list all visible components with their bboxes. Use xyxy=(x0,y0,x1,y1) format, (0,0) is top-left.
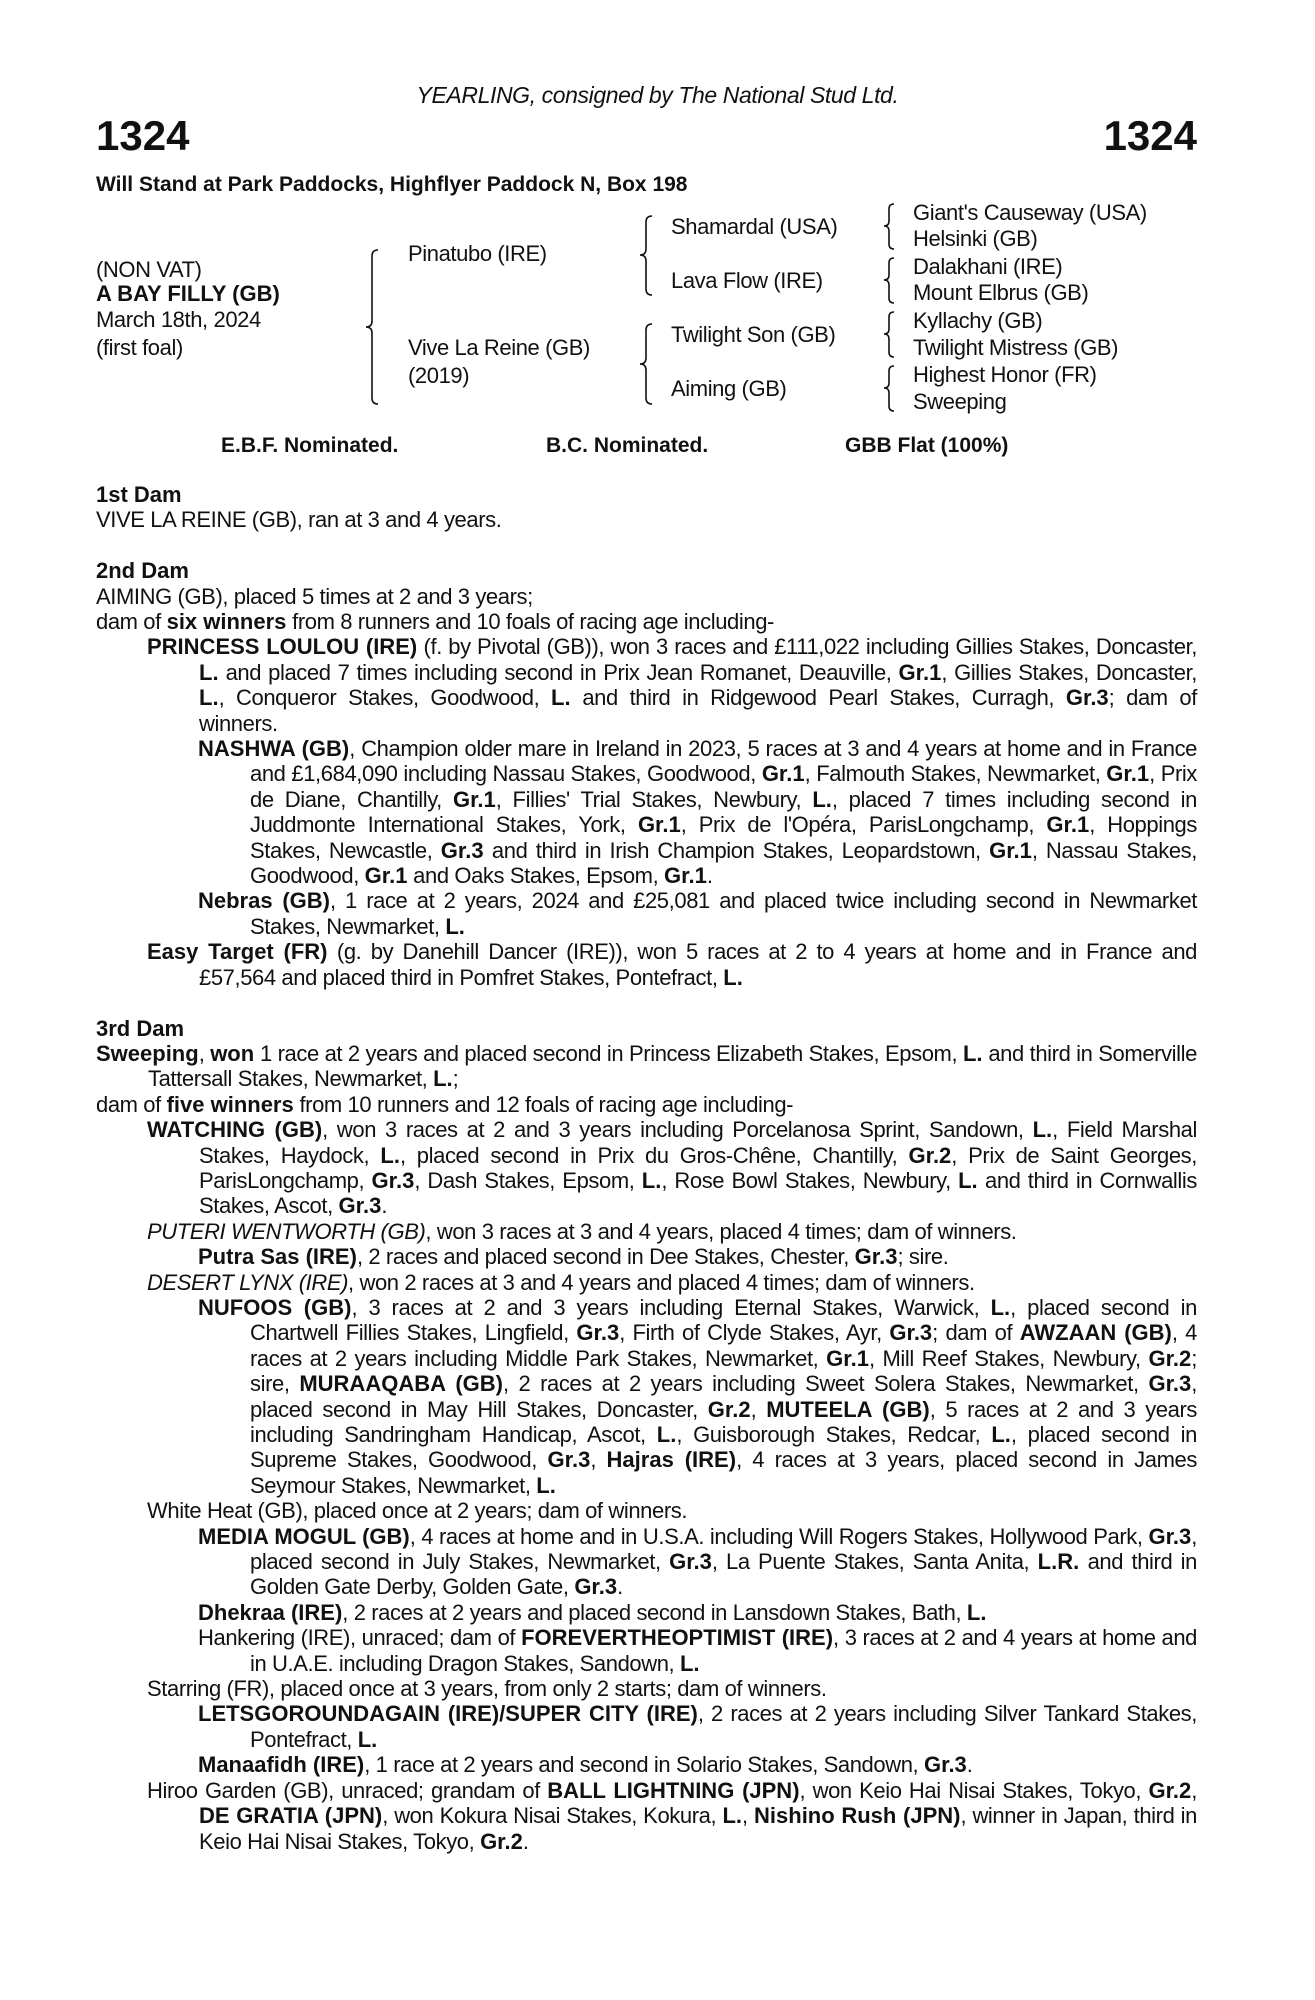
bold-text: Gr.1 xyxy=(1046,812,1090,838)
text: , 3 races at 2 and 4 years at home and in U.A.E. including Dragon Stakes, Sandown, xyxy=(250,1625,1197,1676)
text: and third in Golden Gate Derby, Golden Gate, xyxy=(250,1549,1197,1600)
bold-text: Gr.3 xyxy=(669,1549,712,1575)
pedigree-dam: Vive La Reine (GB) xyxy=(408,335,590,360)
bold-text: Nebras (GB) xyxy=(198,888,330,914)
text: , Prix de l'Opéra, ParisLongchamp, xyxy=(680,812,1047,838)
record-paragraph xyxy=(96,507,1197,532)
text: , won Keio Hai Nisai Stakes, Tokyo, xyxy=(799,1777,1149,1803)
bold-text: LETSGOROUNDAGAIN (IRE)/SUPER CITY (IRE) xyxy=(198,1701,698,1727)
text: , 1 race at 2 years and second in Solario Stakes, Sandown, xyxy=(364,1752,924,1778)
text: and third in Ridgewood Pearl Stakes, Curragh, xyxy=(570,685,1066,711)
bold-text: Gr.2 xyxy=(480,1828,523,1854)
bold-text: Gr.1 xyxy=(452,786,496,812)
bold-text: Gr.1 xyxy=(1106,761,1150,787)
text: and third in Somerville Tattersall Stakes, Newmarket, xyxy=(148,1040,1197,1092)
pedigree-sire-sire: Shamardal (USA) xyxy=(671,214,838,239)
text: , 2 races at 2 years including Sweet Solera Stakes, Newmarket, xyxy=(502,1371,1149,1397)
vat-status: (NON VAT) xyxy=(96,257,202,282)
text: . xyxy=(706,863,713,889)
section-heading: 1st Dam xyxy=(96,482,182,507)
brace-gen3-4 xyxy=(884,366,894,411)
bold-text: Gr.2 xyxy=(1148,1777,1192,1803)
pedigree-dam-sire: Twilight Son (GB) xyxy=(671,322,836,347)
pedigree-gen3-4: Mount Elbrus (GB) xyxy=(913,280,1089,305)
bold-text: Hajras (IRE) xyxy=(606,1447,737,1473)
bold-text: won xyxy=(210,1040,255,1066)
bold-text: PRINCESS LOULOU (IRE) xyxy=(147,634,418,660)
pedigree-gen3-5: Kyllachy (GB) xyxy=(913,308,1043,333)
text: , 2 races at 2 years and placed second in Lansdown Stakes, Bath, xyxy=(342,1599,967,1625)
text: and placed 7 times including second in Prix Jean Romanet, Deauville, xyxy=(218,659,899,685)
text: ; dam of winners. xyxy=(199,685,1197,736)
bold-text: Gr.3 xyxy=(576,1320,620,1346)
bold-text: L. xyxy=(433,1066,453,1092)
pedigree-gen3-1: Giant's Causeway (USA) xyxy=(913,200,1147,225)
text: , Champion older mare in Ireland in 2023, 5 races at 3 and 4 years at home and in France and £1,684,090 including Nassau Stakes, Goodwood, xyxy=(250,736,1198,787)
pedigree-gen3-2: Helsinki (GB) xyxy=(913,226,1038,251)
text: , xyxy=(198,1040,211,1066)
text: White Heat (GB), placed once at 2 years; dam of winners. xyxy=(147,1498,688,1524)
bold-text: Gr.2 xyxy=(1148,1345,1192,1371)
text: , placed second in July Stakes, Newmarket, xyxy=(250,1523,1197,1575)
bold-text: L. xyxy=(445,913,465,939)
text: , Nassau Stakes, Goodwood, xyxy=(250,837,1197,889)
pedigree-sire: Pinatubo (IRE) xyxy=(408,241,547,266)
text: Starring (FR), placed once at 3 years, from only 2 starts; dam of winners. xyxy=(147,1676,827,1702)
text: , placed second in Prix du Gros-Chêne, Chantilly, xyxy=(399,1142,909,1168)
bold-text: Gr.3 xyxy=(889,1320,933,1346)
text: , Fillies' Trial Stakes, Newbury, xyxy=(495,786,813,812)
brace-gen1 xyxy=(366,250,378,404)
text: AIMING (GB), placed 5 times at 2 and 3 years; xyxy=(96,583,533,609)
text: , Dash Stakes, Epsom, xyxy=(414,1167,642,1193)
text: dam of xyxy=(96,609,167,635)
text: , Prix de Saint Georges, ParisLongchamp, xyxy=(199,1142,1197,1193)
bold-text: Nishino Rush (JPN) xyxy=(754,1803,961,1829)
bold-text: Putra Sas (IRE) xyxy=(198,1244,357,1270)
bold-text: Gr.1 xyxy=(989,837,1032,863)
catalogue-subtitle: YEARLING, consigned by The National Stud Ltd. xyxy=(416,82,899,108)
record-paragraph xyxy=(96,1778,1197,1854)
bold-text: Gr.3 xyxy=(1148,1371,1192,1397)
bc-nomination: B.C. Nominated. xyxy=(546,434,709,457)
bold-text: L. xyxy=(1032,1117,1053,1143)
bold-text: L. xyxy=(199,659,219,685)
bold-text: MUTEELA (GB) xyxy=(766,1396,930,1422)
bold-text: L. xyxy=(656,1422,677,1447)
bold-text: Gr.3 xyxy=(574,1574,618,1600)
text: , Guisborough Stakes, Redcar, xyxy=(676,1422,992,1447)
bold-text: Gr.3 xyxy=(923,1752,967,1778)
pedigree-gen3-7: Highest Honor (FR) xyxy=(913,362,1097,387)
bold-text: NASHWA (GB) xyxy=(198,736,350,762)
bold-text: Gr.1 xyxy=(898,659,942,685)
bold-text: L.R. xyxy=(1037,1549,1080,1575)
text: , placed 7 times including second in Juddmonte International Stakes, York, xyxy=(250,786,1198,838)
section-gap xyxy=(96,990,1197,1015)
text: , placed second in Supreme Stakes, Goodwood, xyxy=(250,1422,1197,1473)
bold-text: DE GRATIA (JPN) xyxy=(199,1803,383,1829)
record-paragraph xyxy=(96,634,1197,736)
section-heading: 2nd Dam xyxy=(96,558,189,584)
bold-text: Gr.3 xyxy=(338,1193,382,1219)
bold-text: L. xyxy=(990,1294,1011,1320)
text: and third in Cornwallis Stakes, Ascot, xyxy=(199,1167,1197,1219)
bold-text: L. xyxy=(958,1167,978,1193)
record-paragraph xyxy=(96,1524,1197,1600)
record-paragraph xyxy=(96,1219,1197,1244)
text: , Conqueror Stakes, Goodwood, xyxy=(218,685,552,711)
pedigree-dam-year: (2019) xyxy=(408,363,470,388)
bold-text: Manaafidh (IRE) xyxy=(198,1752,365,1778)
text: , won Kokura Nisai Stakes, Kokura, xyxy=(382,1803,723,1829)
italic-text: DESERT LYNX (IRE) xyxy=(147,1269,349,1295)
lot-number-right: 1324 xyxy=(1103,112,1197,159)
bold-text: six winners xyxy=(166,609,287,635)
bold-text: Gr.2 xyxy=(707,1396,751,1422)
text: , xyxy=(1191,1777,1197,1803)
text: from 8 runners and 10 foals of racing age including- xyxy=(286,609,774,635)
pedigree-gen3-3: Dalakhani (IRE) xyxy=(913,254,1063,279)
bold-text: L. xyxy=(679,1650,700,1676)
record-paragraph xyxy=(96,888,1197,939)
text: , won 3 races at 3 and 4 years, placed 4 times; dam of winners. xyxy=(425,1218,1017,1244)
text: . xyxy=(617,1574,623,1600)
bold-text: Easy Target (FR) xyxy=(147,939,328,965)
text: , placed second in May Hill Stakes, Doncaster, xyxy=(250,1371,1197,1422)
italic-text: PUTERI WENTWORTH (GB) xyxy=(147,1218,426,1244)
bold-text: Gr.2 xyxy=(908,1142,952,1168)
text: (f. by Pivotal (GB)), won 3 races and £111,022 including Gillies Stakes, Doncaster, xyxy=(417,634,1198,660)
text: , 3 races at 2 and 3 years including Eternal Stakes, Warwick, xyxy=(351,1294,991,1320)
stand-location: Will Stand at Park Paddocks, Highflyer Paddock N, Box 198 xyxy=(96,173,688,196)
bold-text: Dhekraa (IRE) xyxy=(198,1599,343,1625)
bold-text: L. xyxy=(551,685,571,711)
text: and Oaks Stakes, Epsom, xyxy=(407,863,665,889)
bold-text: Gr.3 xyxy=(547,1447,591,1473)
pedigree-dam-dam: Aiming (GB) xyxy=(671,376,787,401)
record-paragraph xyxy=(96,1676,1197,1701)
bold-text: BALL LIGHTNING (JPN) xyxy=(547,1777,800,1803)
text: , Prix de Diane, Chantilly, xyxy=(250,761,1197,812)
bold-text: Gr.3 xyxy=(854,1244,898,1270)
ebf-nomination: E.B.F. Nominated. xyxy=(221,434,399,457)
bold-text: L. xyxy=(641,1167,662,1193)
bold-text: NUFOOS (GB) xyxy=(198,1294,352,1320)
text: , xyxy=(590,1447,607,1473)
bold-text: Gr.1 xyxy=(664,863,707,889)
text: , Gillies Stakes, Doncaster, xyxy=(941,659,1197,685)
record-paragraph xyxy=(96,1498,1197,1523)
record-paragraph xyxy=(96,1752,1197,1777)
text: , 4 races at 3 years, placed second in James Seymour Stakes, Newmarket, xyxy=(250,1447,1197,1498)
text: from 10 runners and 12 foals of racing age including- xyxy=(293,1091,794,1117)
text: , Mill Reef Stakes, Newbury, xyxy=(868,1345,1149,1371)
text: , xyxy=(750,1396,767,1422)
gbb-status: GBB Flat (100%) xyxy=(845,434,1009,457)
brace-gen3-1 xyxy=(884,204,894,249)
bold-text: L. xyxy=(199,685,219,711)
record-paragraph xyxy=(96,939,1197,990)
bold-text: L. xyxy=(380,1142,400,1168)
lot-number-left: 1324 xyxy=(96,112,190,159)
foal-name: A BAY FILLY (GB) xyxy=(96,281,280,306)
bold-text: Gr.1 xyxy=(364,863,408,889)
bold-text: WATCHING (GB) xyxy=(147,1117,323,1143)
text: ; dam of xyxy=(932,1320,1020,1346)
record-paragraph xyxy=(96,609,1197,634)
bold-text: L. xyxy=(966,1599,987,1625)
bold-text: Gr.1 xyxy=(826,1345,869,1371)
foal-note: (first foal) xyxy=(96,335,183,360)
text: , 4 races at 2 years including Middle Park Stakes, Newmarket, xyxy=(250,1320,1197,1371)
text: , 1 race at 2 years, 2024 and £25,081 and placed twice including second in Newmarket Stakes, Newmarket, xyxy=(250,888,1198,939)
bold-text: L. xyxy=(722,1803,743,1829)
bold-text: MURAAQABA (GB) xyxy=(299,1371,503,1397)
text: and third in Irish Champion Stakes, Leopardstown, xyxy=(483,837,990,863)
text: , Hoppings Stakes, Newcastle, xyxy=(250,812,1197,863)
text: , La Puente Stakes, Santa Anita, xyxy=(711,1549,1038,1575)
bold-text: L. xyxy=(357,1726,378,1752)
record-paragraph xyxy=(96,584,1197,609)
text: , won 3 races at 2 and 3 years including Porcelanosa Sprint, Sandown, xyxy=(322,1117,1033,1143)
brace-gen3-3 xyxy=(884,312,894,357)
record-paragraph xyxy=(96,1117,1197,1219)
bold-text: Gr.1 xyxy=(637,812,681,838)
text: Hiroo Garden (GB), unraced; grandam of xyxy=(147,1777,548,1803)
text: , 4 races at home and in U.S.A. including Will Rogers Stakes, Hollywood Park, xyxy=(409,1523,1149,1549)
bold-text: Gr.3 xyxy=(371,1167,415,1193)
bold-text: Gr.3 xyxy=(440,837,484,863)
section-heading: 3rd Dam xyxy=(96,1015,185,1041)
text: . xyxy=(966,1752,973,1778)
brace-sire xyxy=(640,216,652,295)
text: , placed second in Chartwell Fillies Stakes, Lingfield, xyxy=(250,1294,1197,1346)
text: ; sire, xyxy=(250,1345,1197,1397)
brace-dam xyxy=(640,324,652,404)
text: , 2 races and placed second in Dee Stakes, Chester, xyxy=(356,1244,855,1270)
text: ; sire. xyxy=(897,1244,949,1270)
text: . xyxy=(381,1193,388,1219)
record-paragraph xyxy=(96,1041,1197,1092)
text: , Falmouth Stakes, Newmarket, xyxy=(804,761,1107,787)
foal-dob: March 18th, 2024 xyxy=(96,307,261,332)
section-gap xyxy=(96,533,1197,558)
text: , winner in Japan, third in Keio Hai Nisai Stakes, Tokyo, xyxy=(199,1803,1198,1854)
bold-text: L. xyxy=(723,964,743,990)
bold-text: L. xyxy=(991,1422,1011,1447)
text: Hankering (IRE), unraced; dam of xyxy=(198,1625,522,1651)
bold-text: five winners xyxy=(166,1091,294,1117)
text: , Field Marshal Stakes, Haydock, xyxy=(199,1117,1197,1168)
text: , xyxy=(742,1803,755,1829)
text: , 2 races at 2 years including Silver Tankard Stakes, Pontefract, xyxy=(250,1701,1197,1752)
pedigree-gen3-6: Twilight Mistress (GB) xyxy=(913,335,1119,360)
record-paragraph xyxy=(96,1295,1197,1498)
record-paragraph xyxy=(96,736,1197,888)
pedigree-gen3-8: Sweeping xyxy=(913,389,1007,414)
text: VIVE LA REINE (GB), ran at 3 and 4 years. xyxy=(96,507,502,533)
record-paragraph xyxy=(96,1701,1197,1752)
bold-text: FOREVERTHEOPTIMIST (IRE) xyxy=(521,1625,834,1651)
bold-text: MEDIA MOGUL (GB) xyxy=(198,1523,410,1549)
pedigree-braces xyxy=(0,0,1315,500)
bold-text: L. xyxy=(536,1472,556,1498)
record-paragraph xyxy=(96,1244,1197,1269)
bold-text: Sweeping xyxy=(96,1040,199,1066)
bold-text: L. xyxy=(812,786,832,812)
text: , Firth of Clyde Stakes, Ayr, xyxy=(619,1320,890,1346)
bold-text: Gr.1 xyxy=(761,761,805,787)
text: dam of xyxy=(96,1091,167,1117)
text: (g. by Danehill Dancer (IRE)), won 5 races at 2 to 4 years at home and in France and £57,564 and placed third in Pomfret Stakes, Pontefract, xyxy=(199,939,1198,990)
text: , 5 races at 2 and 3 years including Sandringham Handicap, Ascot, xyxy=(250,1396,1197,1447)
record-paragraph xyxy=(96,1625,1197,1676)
produce-record xyxy=(96,482,1197,1854)
text: , Rose Bowl Stakes, Newbury, xyxy=(661,1167,959,1193)
pedigree-sire-dam: Lava Flow (IRE) xyxy=(671,268,823,293)
bold-text: AWZAAN (GB) xyxy=(1019,1320,1172,1346)
bold-text: L. xyxy=(962,1040,983,1066)
text: ; xyxy=(452,1066,459,1092)
text: , won 2 races at 3 and 4 years and placed 4 times; dam of winners. xyxy=(348,1269,975,1295)
record-paragraph xyxy=(96,1270,1197,1295)
bold-text: Gr.3 xyxy=(1065,685,1109,711)
text: 1 race at 2 years and placed second in Princess Elizabeth Stakes, Epsom, xyxy=(254,1040,963,1066)
record-paragraph xyxy=(96,1600,1197,1625)
brace-gen3-2 xyxy=(884,258,894,303)
text: . xyxy=(522,1828,529,1854)
bold-text: Gr.3 xyxy=(1148,1523,1192,1549)
record-paragraph xyxy=(96,1092,1197,1117)
